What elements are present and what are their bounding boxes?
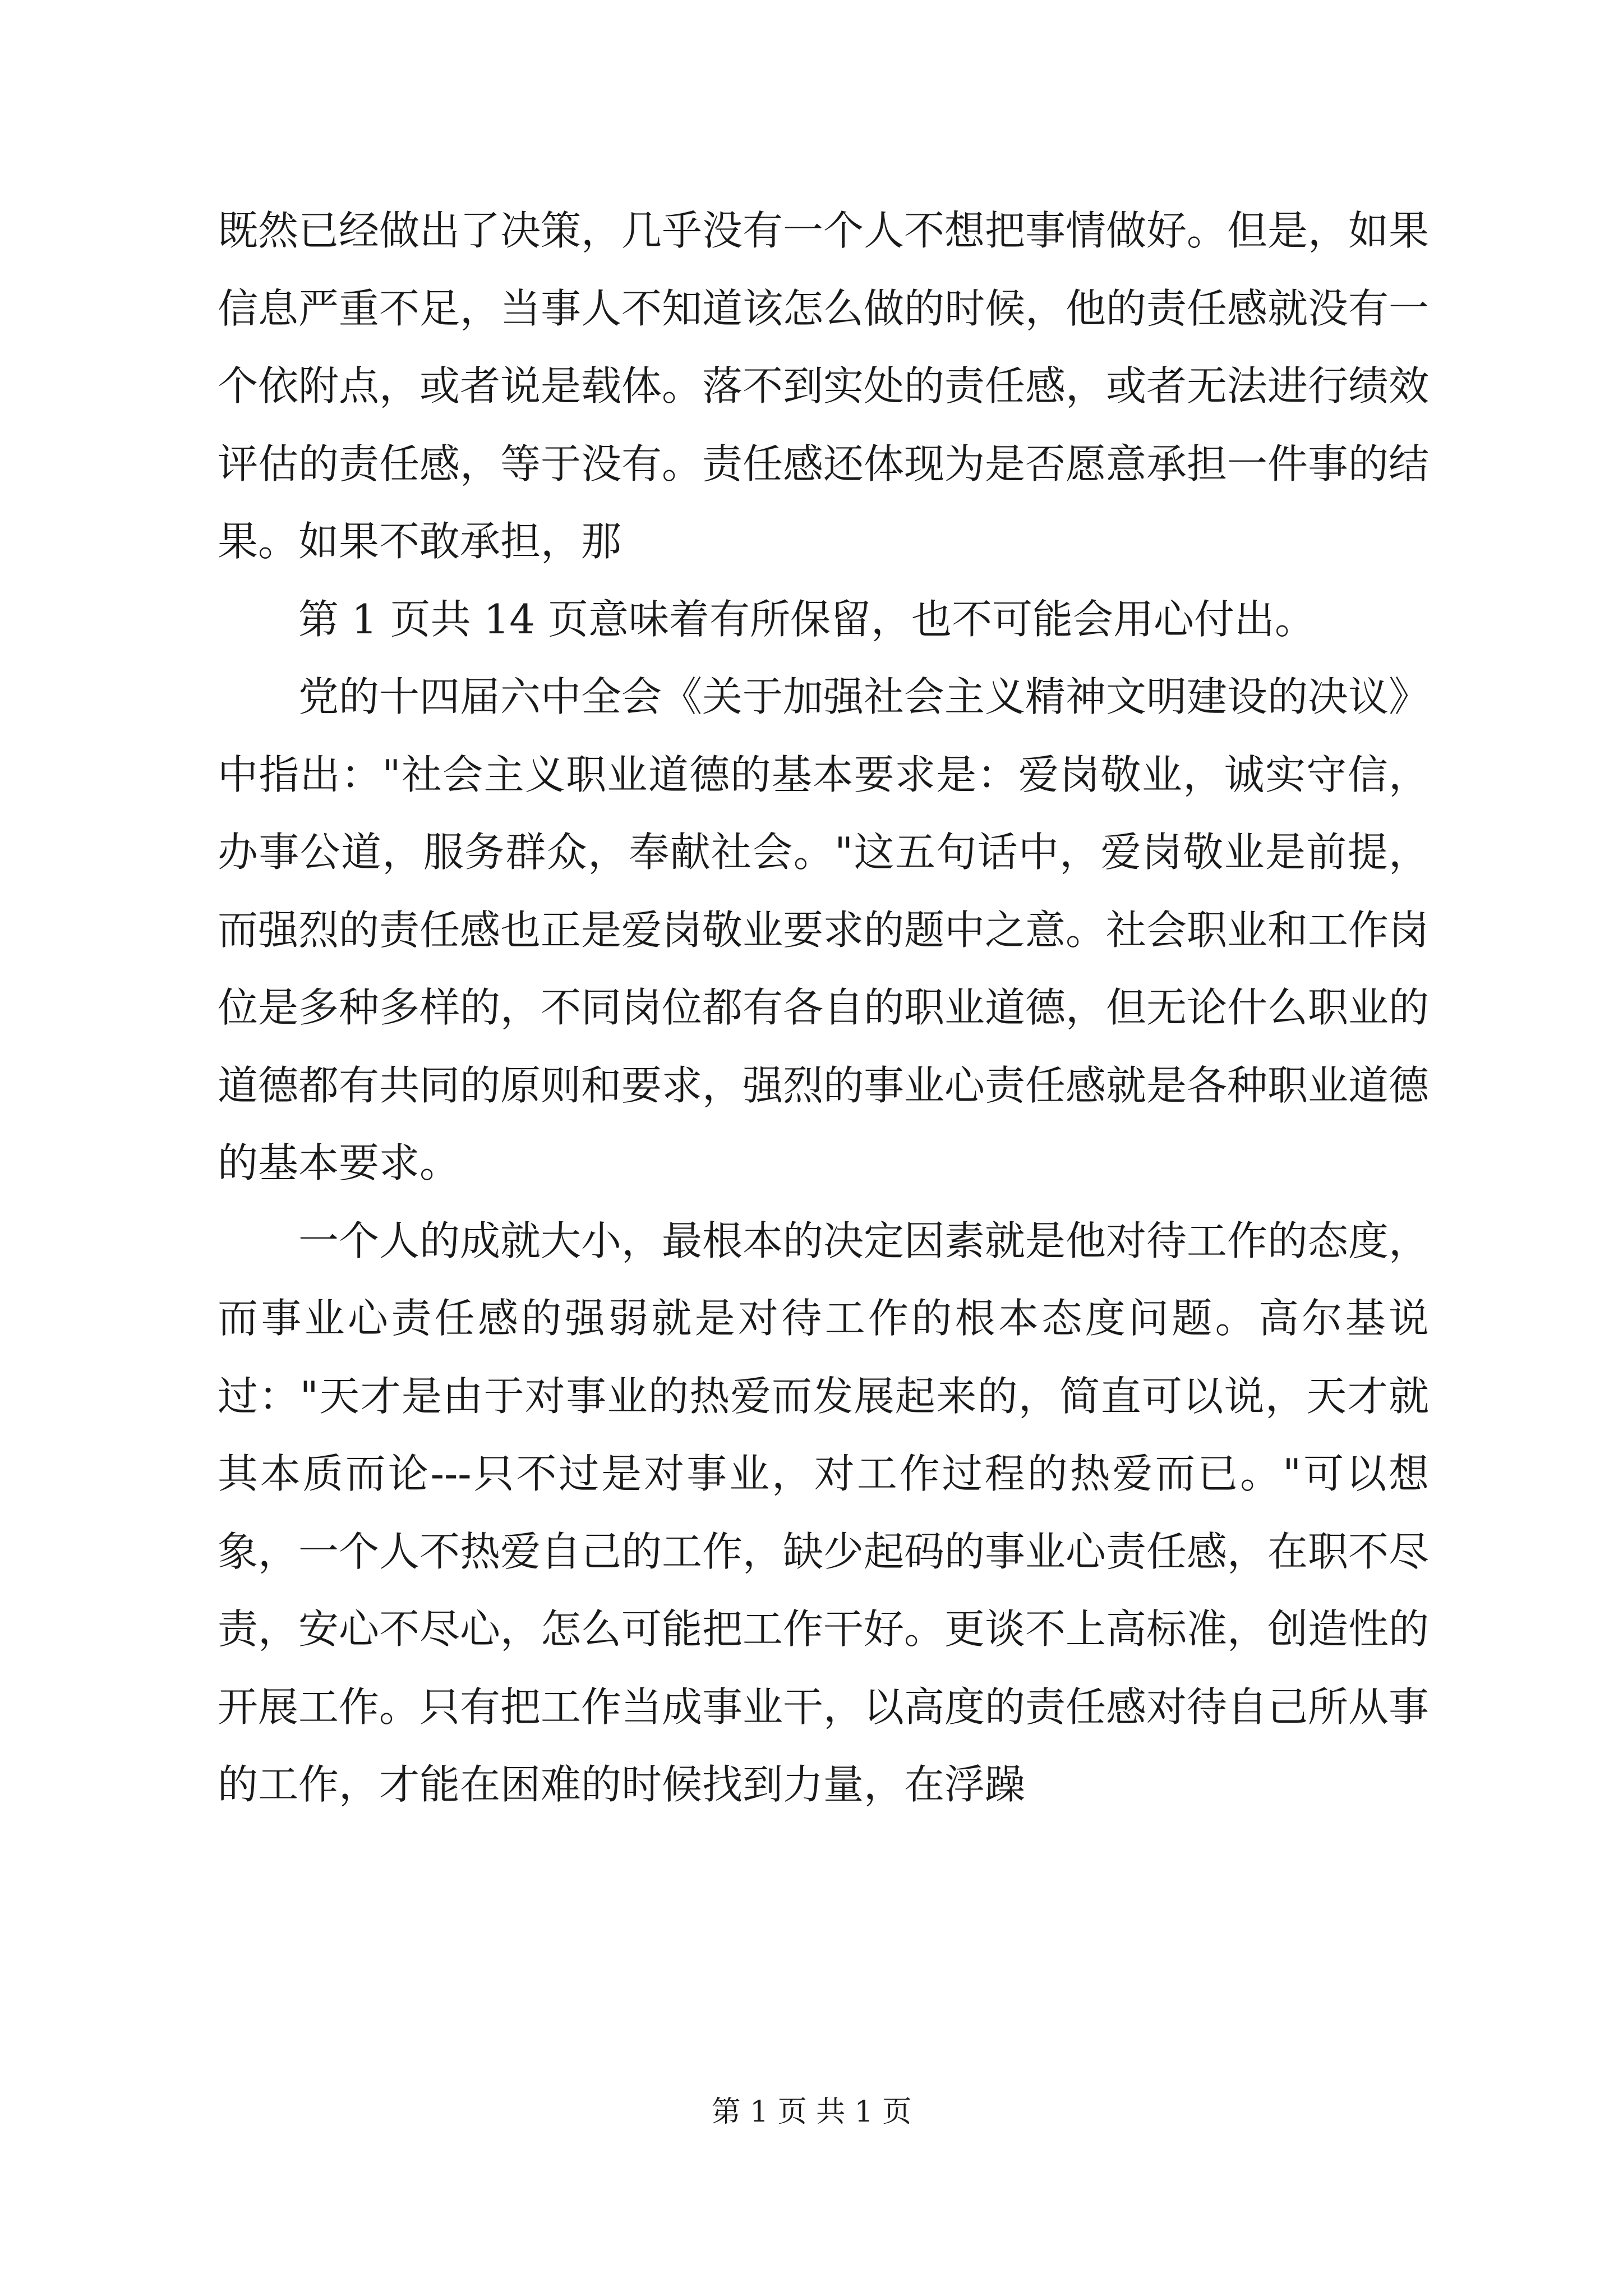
document-body (218, 192, 1429, 1824)
paragraph-2: 第 1 页共 14 页意味着有所保留，也不可能会用心付出。 (298, 595, 1315, 643)
paragraph-4: 一个人的成就大小，最根本的决定因素就是他对待工作的态度，而事业心责任感的强弱就是对待工作的根本态度问题。高尔基说过："天才是由于对事业的热爱而发展起来的，简直可以说，天才就其本质而论---只不过是对事业，对工作过程的热爱而已。"可以想象，一个人不热爱自己的工作，缺少起码的事业心责任感，在职不尽责，安心不尽心，怎么可能把工作干好。更谈不上高标准，创造性的开展工作。只有把工作当成事业干，以高度的责任感对待自己所从事的工作，才能在困难的时候找到力量，在浮躁 (218, 1217, 1430, 1808)
paragraph-3: 党的十四届六中全会《关于加强社会主义精神文明建设的决议》中指出："社会主义职业道德的基本要求是：爱岗敬业，诚实守信，办事公道，服务群众，奉献社会。"这五句话中，爱岗敬业是前提，而强烈的责任感也正是爱岗敬业要求的题中之意。社会职业和工作岗位是多种多样的，不同岗位都有各自的职业道德，但无论什么职业的道德都有共同的原则和要求，强烈的事业心责任感就是各种职业道德的基本要求。 (218, 673, 1430, 1186)
paragraph-1: 既然已经做出了决策，几乎没有一个人不想把事情做好。但是，如果信息严重不足，当事人不知道该怎么做的时候，他的责任感就没有一个依附点，或者说是载体。落不到实处的责任感，或者无法进行绩效评估的责任感，等于没有。责任感还体现为是否愿意承担一件事的结果。如果不敢承担，那 (218, 207, 1430, 565)
page-footer: 第 1 页 共 1 页 (711, 2095, 912, 2129)
